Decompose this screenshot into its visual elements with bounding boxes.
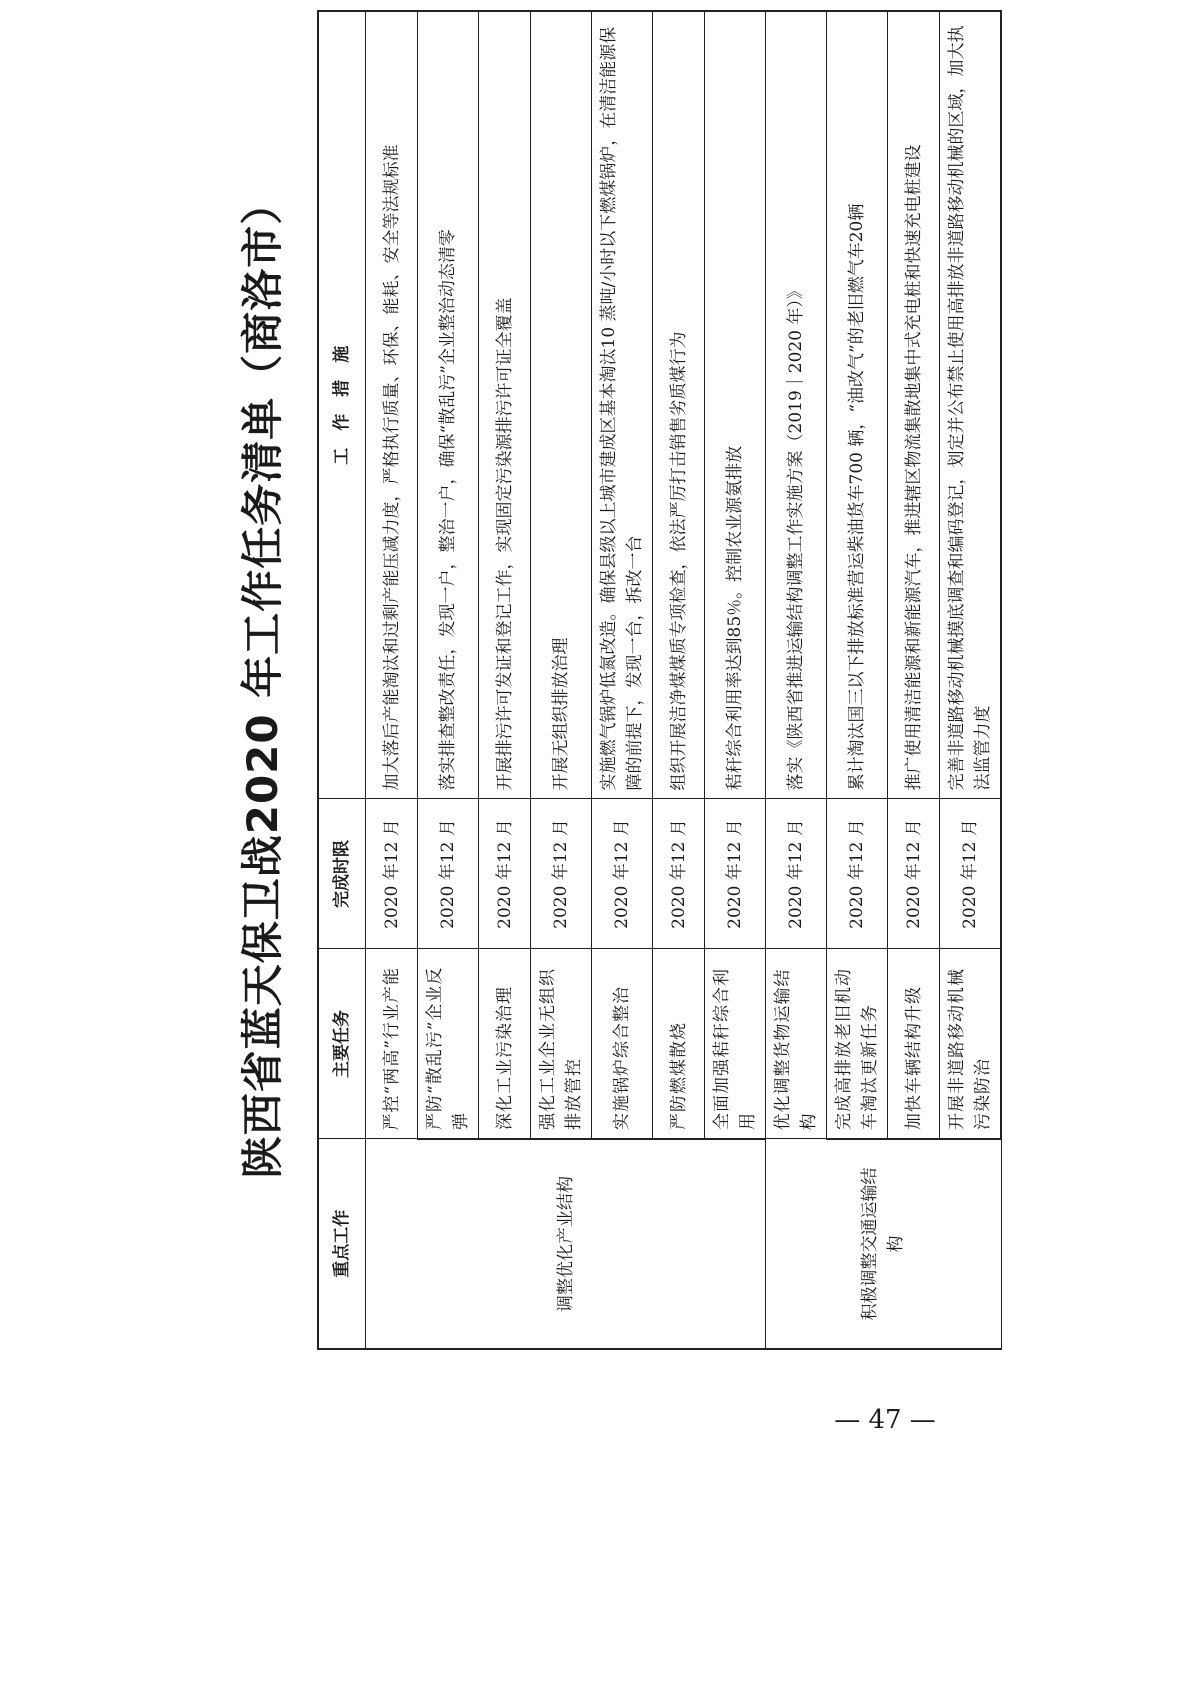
measures-cell: 开展排污许可发证和登记工作，实现固定污染源排污许可证全覆盖 <box>479 11 531 799</box>
deadline-cell: 2020 年12 月 <box>827 799 888 949</box>
main-task-cell: 实施锅炉综合整治 <box>592 949 653 1139</box>
measures-cell: 开展无组织排放治理 <box>531 11 592 799</box>
main-task-cell: 强化工业企业无组织排放管控 <box>531 949 592 1139</box>
measures-cell: 加大落后产能淘汰和过剩产能压减力度，严格执行质量、环保、能耗、安全等法规标准 <box>366 11 418 799</box>
table-row <box>766 11 827 1349</box>
main-task-cell: 深化工业污染治理 <box>479 949 531 1139</box>
main-task-cell: 开展非道路移动机械污染防治 <box>940 949 1002 1139</box>
main-task-cell: 优化调整货物运输结构 <box>766 949 827 1139</box>
deadline-cell: 2020 年12 月 <box>592 799 653 949</box>
deadline-cell: 2020 年12 月 <box>366 799 418 949</box>
header-deadline: 完成时限 <box>318 799 366 949</box>
header-measures: 工 作 措 施 <box>318 11 366 799</box>
header-focus-work: 重点工作 <box>318 1139 366 1349</box>
main-task-cell: 加快车辆结构升级 <box>888 949 940 1139</box>
focus-work-cell: 积极调整交通运输结构 <box>766 1139 1002 1349</box>
rotated-page-content <box>225 10 993 1350</box>
task-list-table <box>317 10 1002 1350</box>
table-row <box>366 11 418 1349</box>
deadline-cell: 2020 年12 月 <box>766 799 827 949</box>
deadline-cell: 2020 年12 月 <box>479 799 531 949</box>
measures-cell: 秸秆综合利用率达到85％。控制农业源氨排放 <box>705 11 766 799</box>
deadline-cell: 2020 年12 月 <box>888 799 940 949</box>
measures-cell: 完善非道路移动机械摸底调查和编码登记，划定并公布禁止使用高排放非道路移动机械的区域，加大执法监管力度 <box>940 11 1002 799</box>
header-main-task: 主要任务 <box>318 949 366 1139</box>
main-task-cell: 完成高排放老旧机动车淘汰更新任务 <box>827 949 888 1139</box>
main-task-cell: 严防“散乱污”企业反弹 <box>418 949 479 1139</box>
measures-cell: 组织开展洁净煤煤质专项检查，依法严厉打击销售劣质煤行为 <box>653 11 705 799</box>
deadline-cell: 2020 年12 月 <box>418 799 479 949</box>
measures-cell: 落实《陕西省推进运输结构调整工作实施方案（2019｜2020 年）》 <box>766 11 827 799</box>
measures-cell: 累计淘汰国三以下排放标准营运柴油货车700 辆，“油改气”的老旧燃气车20辆 <box>827 11 888 799</box>
document-title: 陕西省蓝天保卫战2020 年工作任务清单（商洛市） <box>238 181 287 1179</box>
measures-cell: 推广使用清洁能源和新能源汽车，推进辖区物流集散地集中式充电桩和快速充电桩建设 <box>888 11 940 799</box>
deadline-cell: 2020 年12 月 <box>940 799 1002 949</box>
deadline-cell: 2020 年12 月 <box>531 799 592 949</box>
page-number: — 47 — <box>834 1405 936 1435</box>
main-task-cell: 严控“两高”行业产能 <box>366 949 418 1139</box>
main-task-cell: 全面加强秸秆综合利用 <box>705 949 766 1139</box>
main-task-cell: 严防燃煤散烧 <box>653 949 705 1139</box>
table-header-row <box>318 11 366 1349</box>
measures-cell: 落实排查整改责任，发现一户，整治一户，确保“散乱污”企业整治动态清零 <box>418 11 479 799</box>
deadline-cell: 2020 年12 月 <box>653 799 705 949</box>
measures-cell: 实施燃气锅炉低氮改造。确保县级以上城市建成区基本淘汰10 蒸吨/小时以下燃煤锅炉，在清洁能源保障的前提下，发现一台，拆改一台 <box>592 11 653 799</box>
deadline-cell: 2020 年12 月 <box>705 799 766 949</box>
focus-work-cell: 调整优化产业结构 <box>366 1139 766 1349</box>
